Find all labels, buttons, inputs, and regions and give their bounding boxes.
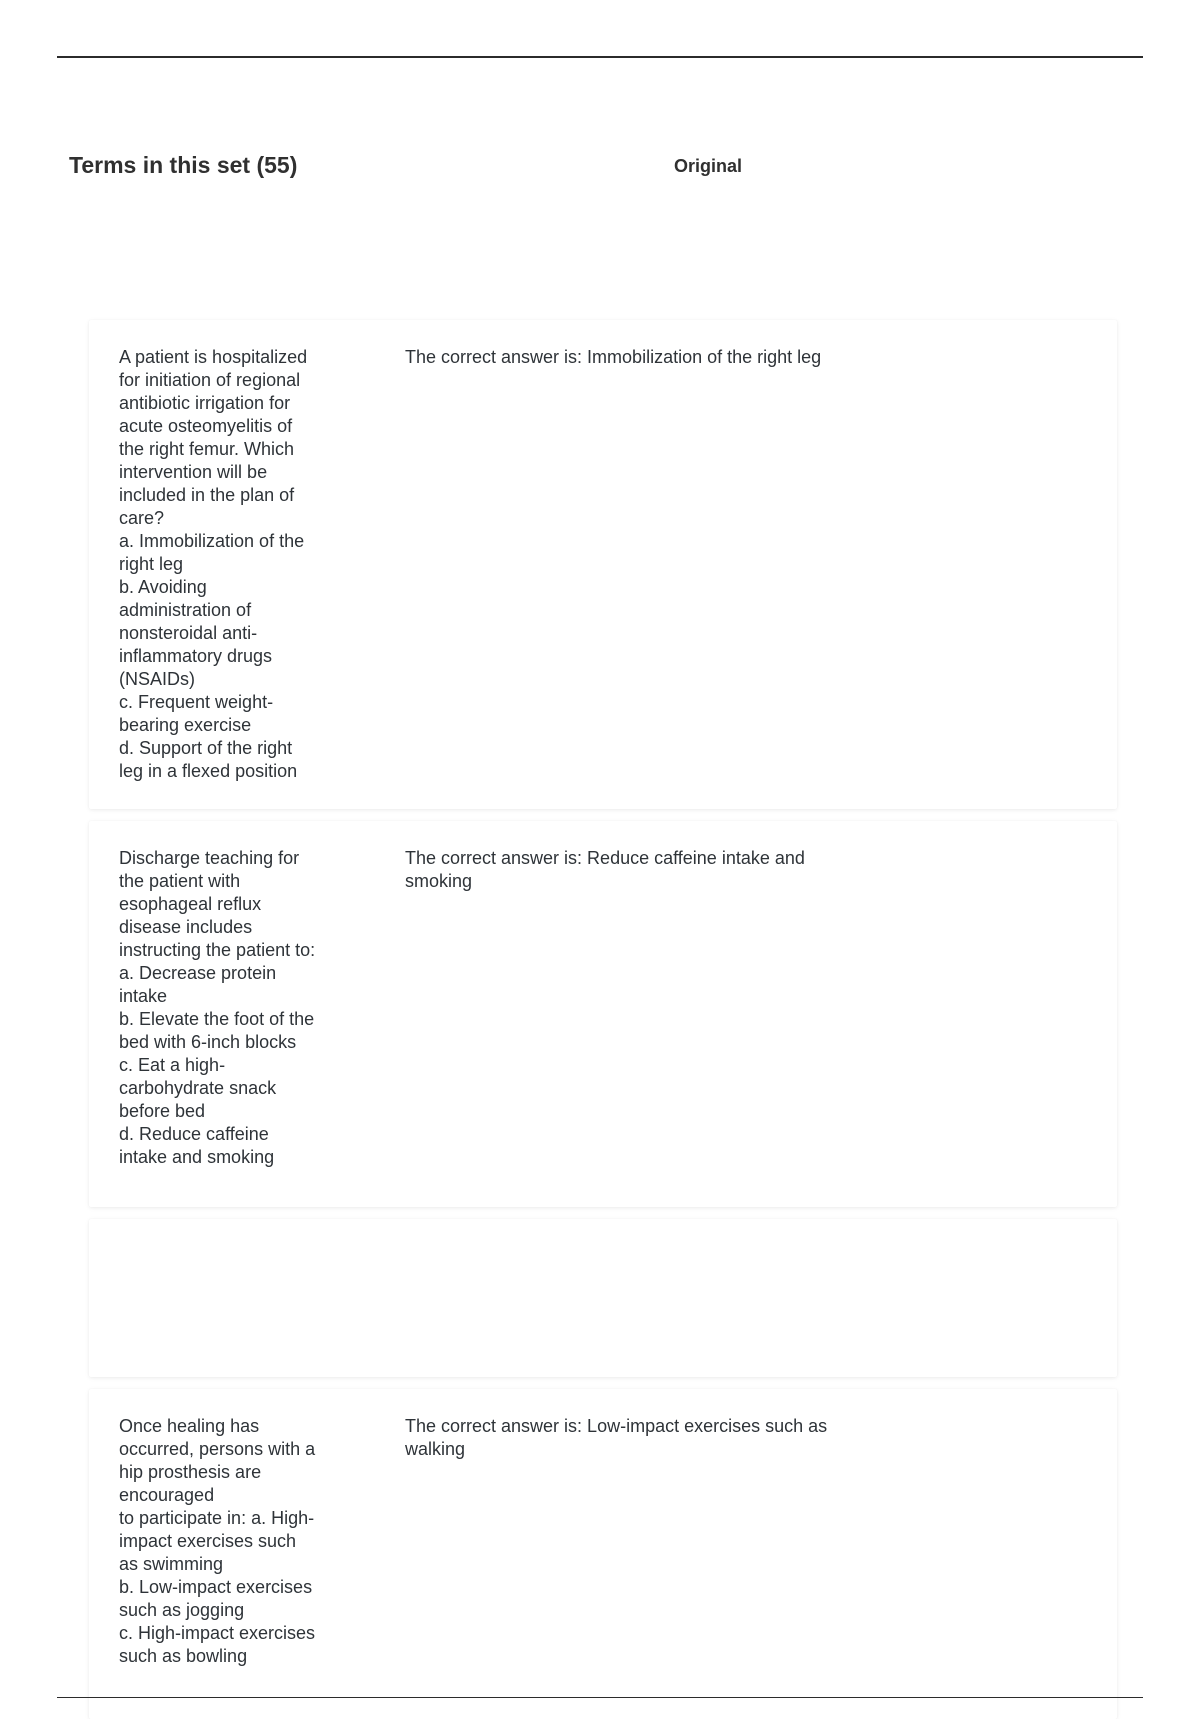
flashcard[interactable] (89, 821, 1117, 1207)
set-title: Terms in this set (55) (69, 152, 298, 178)
card-term: Discharge teaching for the patient with esophageal reflux disease includes instructing the patient to: a. Decrease protein intake b. Elevate the foot of the bed with 6-inch blocks c. Eat a high- carbohydrate snack before bed d. Reduce caffeine intake and smoking (119, 848, 316, 1167)
column-label-original: Original (674, 156, 743, 176)
flashcard[interactable] (89, 1389, 1117, 1719)
card-term: A patient is hospitalized for initiation of regional antibiotic irrigation for acute osteomyelitis of the right femur. Which intervention will be included in the plan of care? a. Immobilization of the right leg b. Avoiding administration of nonsteroidal anti- inflammatory drugs (NSAIDs) c. Frequent weight- bearing exercise d. Support of the right leg in a flexed position (119, 347, 308, 781)
flashcard[interactable] (89, 320, 1117, 809)
card-definition: The correct answer is: Low-impact exercises such as walking (405, 1416, 828, 1459)
bottom-rule (57, 1697, 1143, 1698)
card-definition: The correct answer is: Reduce caffeine intake and smoking (405, 848, 805, 891)
card-list (89, 320, 1117, 1666)
top-rule (57, 56, 1143, 58)
card-term: Once healing has occurred, persons with a hip prosthesis are encouraged to participate in: a. High- impact exercises such as swimming b. Low-impact exercises such as jogging c. High-impact exercises such as bowling (119, 1416, 316, 1666)
card-definition: The correct answer is: Immobilization of the right leg (405, 347, 822, 367)
flashcard-empty[interactable] (89, 1219, 1117, 1377)
